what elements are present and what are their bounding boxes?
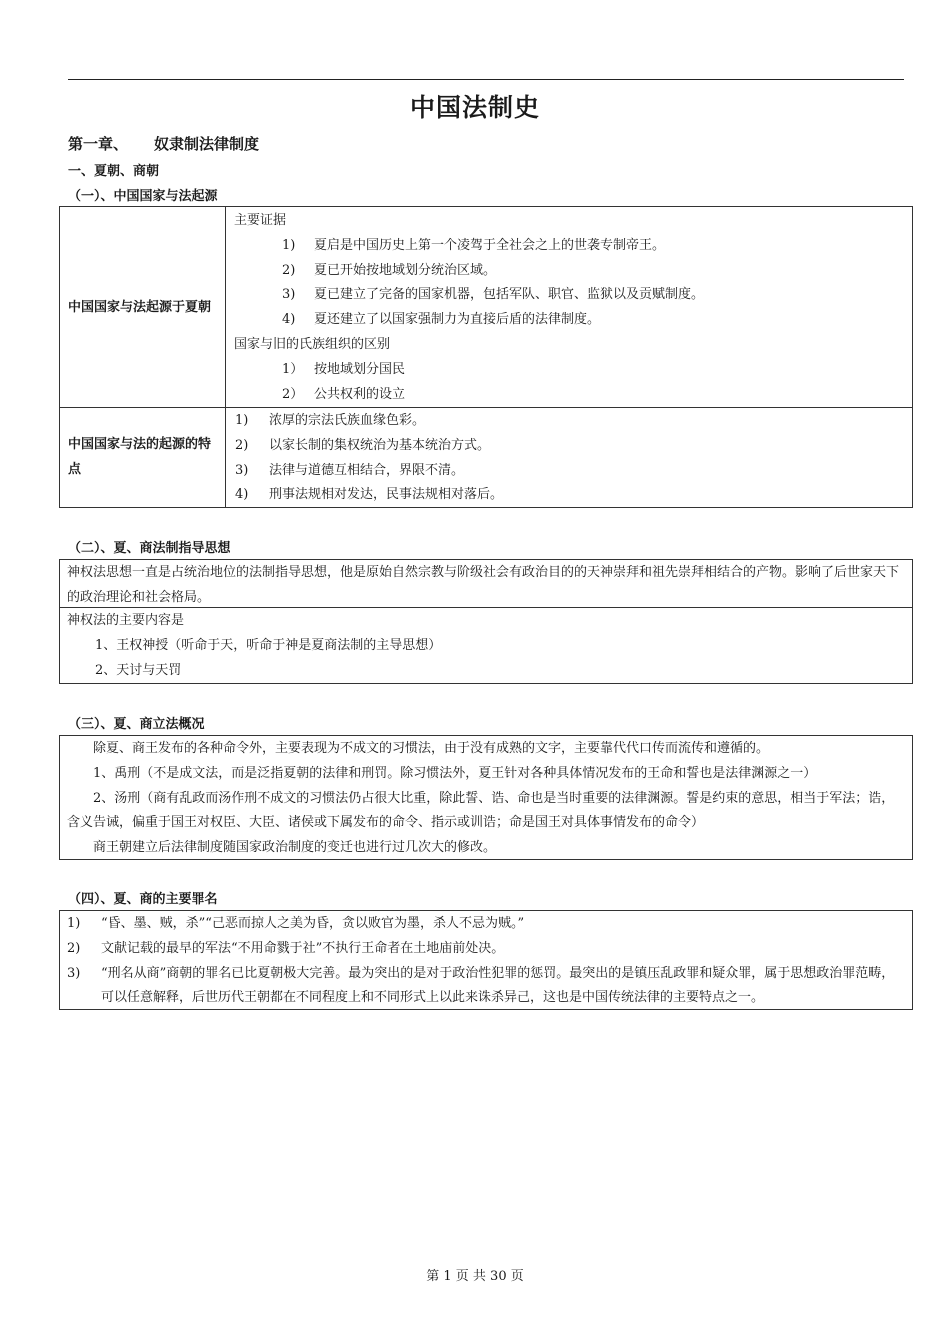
- chapter-heading: [68, 133, 259, 154]
- ideology-paragraph: 神权法思想一直是占统治地位的法制指导思想，他是原始自然宗教与阶级社会有政治目的的天神崇拜和祖先崇拜相结合的产物。影响了后世家天下的政治理论和社会格局。: [60, 560, 912, 608]
- document-title: 中国法制史: [409, 93, 540, 122]
- evidence-item: 1) 夏启是中国历史上第一个凌驾于全社会之上的世袭专制帝王。: [282, 237, 666, 253]
- row-label: 中国国家与法起源于夏朝: [60, 207, 226, 407]
- legislation-box: [59, 735, 913, 860]
- crime-item: 1) “昏、墨、贼，杀”“己恶而掠人之美为昏，贪以败官为墨，杀人不忌为贼。”: [67, 916, 525, 931]
- content-item: 2、天讨与天罚: [95, 662, 182, 678]
- evidence-item: 2) 夏已开始按地域划分统治区域。: [282, 262, 497, 278]
- chapter-title: 奴隶制法律制度: [154, 135, 260, 153]
- row-content: [227, 409, 912, 508]
- crime-item: 2) 文献记载的最早的军法“不用命戮于社”不执行王命者在土地庙前处决。: [67, 940, 505, 956]
- feature-item: 3) 法律与道德互相结合，界限不清。: [235, 462, 465, 478]
- ideology-content: [60, 608, 912, 683]
- content-title: 神权法的主要内容是: [67, 613, 185, 628]
- evidence-title: 主要证据: [234, 213, 287, 228]
- subsection-heading-ideology: （二）、夏、商法制指导思想: [68, 541, 231, 556]
- feature-item: 2) 以家长制的集权统治为基本统治方式。: [235, 437, 491, 453]
- chapter-number: 第一章、: [68, 135, 129, 153]
- legislation-paragraph: 1、禹刑（不是成文法，而是泛指夏朝的法律和刑罚。除习惯法外，夏王针对各种具体情况发布的王命和誓也是法律渊源之一）: [93, 765, 817, 781]
- row-content: [227, 209, 912, 407]
- difference-item: 2） 公共权利的设立: [282, 386, 406, 402]
- evidence-item: 3) 夏已建立了完备的国家机器，包括军队、职官、监狱以及贡赋制度。: [282, 287, 705, 303]
- subsection-heading-origin: （一）、中国国家与法起源: [68, 189, 218, 204]
- feature-item: 1) 浓厚的宗法氏族血缘色彩。: [235, 413, 426, 428]
- origin-table-row: [60, 407, 912, 507]
- difference-title: 国家与旧的氏族组织的区别: [234, 336, 391, 352]
- crime-item: 3) “刑名从商”商朝的罪名已比夏朝极大完善。最为突出的是对于政治性犯罪的惩罚。最突出的是镇压乱政罪和疑众罪，属于思想政治罪范畴，可以任意解释，后世历代王朝都在不同程度上和不同形式上以此来诛杀异己，这也是中国传统法律的主要特点之一。: [67, 965, 895, 1006]
- legislation-paragraph: 除夏、商王发布的各种命令外，主要表现为不成文的习惯法，由于没有成熟的文字，主要靠代代口传而流传和遵循的。: [93, 741, 770, 756]
- page-number: 第 1 页 共 30 页: [426, 1269, 524, 1284]
- crimes-box: [59, 910, 913, 1010]
- legislation-paragraph: 2、汤刑（商有乱政而汤作刑不成文的习惯法仍占很大比重，除此誓、诰、命也是当时重要的法律渊源。誓是约束的意思，相当于军法；诰，含义告诫，偏重于国王对权臣、大臣、诸侯或下属发布的命令、指示或训诰；命是国王对具体事情发布的命令）: [67, 790, 895, 831]
- origin-table-row: [60, 207, 912, 408]
- difference-item: 1） 按地域划分国民: [282, 361, 406, 377]
- legislation-paragraph: 商王朝建立后法律制度随国家政治制度的变迁也进行过几次大的修改。: [93, 840, 497, 856]
- ideology-box: [59, 559, 913, 684]
- header-rule: [68, 79, 904, 80]
- subsection-heading-legislation: （三）、夏、商立法概况: [68, 717, 205, 732]
- section-heading: 一、夏朝、商朝: [68, 164, 160, 179]
- row-label: 中国国家与法的起源的特点: [60, 407, 226, 507]
- content-item: 1、王权神授（听命于天，听命于神是夏商法制的主导思想）: [95, 637, 442, 653]
- origin-table: [59, 206, 913, 508]
- feature-item: 4) 刑事法规相对发达，民事法规相对落后。: [235, 487, 504, 503]
- subsection-heading-crimes: （四）、夏、商的主要罪名: [68, 892, 218, 907]
- evidence-item: 4) 夏还建立了以国家强制力为直接后盾的法律制度。: [282, 312, 601, 328]
